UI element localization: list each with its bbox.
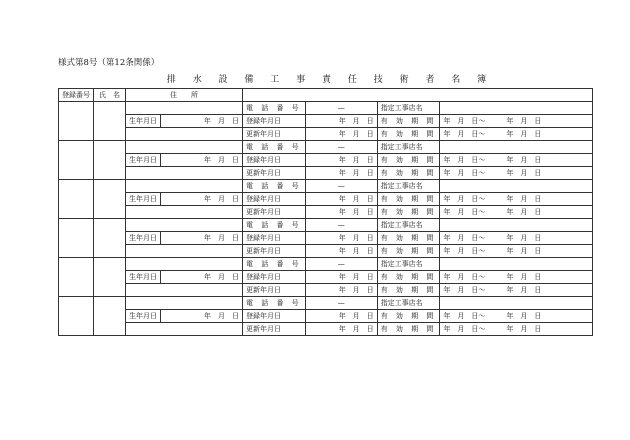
renew-date-value[interactable]: 年 月 日: [305, 167, 377, 180]
reg-date-value[interactable]: 年 月 日: [305, 310, 377, 323]
valid-label: 有 効 期 間: [377, 310, 440, 323]
valid-label: 有 効 期 間: [377, 206, 440, 219]
record-row-phone: [59, 180, 593, 193]
record-row-registration: [59, 232, 593, 245]
birth-value[interactable]: 年 月 日: [161, 310, 243, 323]
shop-value[interactable]: [440, 258, 593, 271]
shop-label: 指定工事店名: [377, 297, 440, 310]
valid-period-value[interactable]: 年 月 日～ 年 月 日: [440, 310, 593, 323]
record-row-renewal: [59, 128, 593, 141]
reg-date-label: 登録年月日: [243, 193, 306, 206]
phone-value[interactable]: —: [305, 180, 377, 193]
register-table: [58, 88, 593, 336]
record-row-phone: [59, 141, 593, 154]
valid-label: 有 効 期 間: [377, 245, 440, 258]
renew-date-label: 更新年月日: [243, 167, 306, 180]
name-cell[interactable]: [94, 102, 126, 141]
header-blank: [243, 89, 593, 102]
phone-label: 電 話 番 号: [243, 219, 306, 232]
renew-date-value[interactable]: 年 月 日: [305, 245, 377, 258]
valid-period-value[interactable]: 年 月 日～ 年 月 日: [440, 115, 593, 128]
reg-date-label: 登録年月日: [243, 310, 306, 323]
birth-label: 生年月日: [126, 232, 161, 245]
valid-label: 有 効 期 間: [377, 284, 440, 297]
document-title: 排 水 設 備 工 事 責 任 技 術 者 名 簿: [166, 75, 494, 85]
renew-date-value[interactable]: 年 月 日: [305, 284, 377, 297]
valid-label: 有 効 期 間: [377, 232, 440, 245]
address-cell[interactable]: [126, 141, 243, 154]
valid-label: 有 効 期 間: [377, 271, 440, 284]
birth-value[interactable]: 年 月 日: [161, 193, 243, 206]
reg-date-value[interactable]: 年 月 日: [305, 232, 377, 245]
birth-label: 生年月日: [126, 193, 161, 206]
address-cell[interactable]: [126, 180, 243, 193]
shop-value[interactable]: [440, 180, 593, 193]
form-number-label: 様式第8号（第12条関係）: [58, 58, 160, 68]
record-row-phone: [59, 258, 593, 271]
phone-label: 電 話 番 号: [243, 180, 306, 193]
renew-period-value[interactable]: 年 月 日～ 年 月 日: [440, 284, 593, 297]
birth-label: 生年月日: [126, 310, 161, 323]
reg-no-cell[interactable]: [59, 102, 94, 141]
reg-date-value[interactable]: 年 月 日: [305, 271, 377, 284]
valid-label: 有 効 期 間: [377, 193, 440, 206]
valid-label: 有 効 期 間: [377, 167, 440, 180]
reg-no-cell[interactable]: [59, 141, 94, 180]
record-row-renewal: [59, 323, 593, 336]
address-cell[interactable]: [126, 258, 243, 271]
record-row-registration: [59, 193, 593, 206]
phone-value[interactable]: —: [305, 258, 377, 271]
name-cell[interactable]: [94, 258, 126, 297]
phone-value[interactable]: —: [305, 297, 377, 310]
reg-no-cell[interactable]: [59, 180, 94, 219]
birth-label: 生年月日: [126, 115, 161, 128]
renew-date-value[interactable]: 年 月 日: [305, 128, 377, 141]
address-blank: [126, 206, 243, 219]
valid-period-value[interactable]: 年 月 日～ 年 月 日: [440, 271, 593, 284]
valid-label: 有 効 期 間: [377, 115, 440, 128]
reg-date-value[interactable]: 年 月 日: [305, 193, 377, 206]
shop-label: 指定工事店名: [377, 258, 440, 271]
birth-value[interactable]: 年 月 日: [161, 154, 243, 167]
record-row-phone: [59, 219, 593, 232]
reg-date-value[interactable]: 年 月 日: [305, 115, 377, 128]
reg-no-cell[interactable]: [59, 258, 94, 297]
address-blank: [126, 245, 243, 258]
renew-period-value[interactable]: 年 月 日～ 年 月 日: [440, 323, 593, 336]
record-row-phone: [59, 102, 593, 115]
reg-no-cell[interactable]: [59, 297, 94, 336]
valid-label: 有 効 期 間: [377, 128, 440, 141]
address-cell[interactable]: [126, 297, 243, 310]
record-row-renewal: [59, 167, 593, 180]
reg-date-label: 登録年月日: [243, 115, 306, 128]
valid-label: 有 効 期 間: [377, 323, 440, 336]
reg-date-label: 登録年月日: [243, 154, 306, 167]
valid-period-value[interactable]: 年 月 日～ 年 月 日: [440, 232, 593, 245]
address-blank: [126, 128, 243, 141]
name-cell[interactable]: [94, 297, 126, 336]
name-cell[interactable]: [94, 141, 126, 180]
record-row-registration: [59, 271, 593, 284]
renew-date-label: 更新年月日: [243, 323, 306, 336]
reg-date-value[interactable]: 年 月 日: [305, 154, 377, 167]
name-cell[interactable]: [94, 219, 126, 258]
birth-value[interactable]: 年 月 日: [161, 232, 243, 245]
renew-period-value[interactable]: 年 月 日～ 年 月 日: [440, 206, 593, 219]
renew-date-label: 更新年月日: [243, 206, 306, 219]
birth-label: 生年月日: [126, 271, 161, 284]
shop-label: 指定工事店名: [377, 180, 440, 193]
record-row-registration: [59, 310, 593, 323]
birth-value[interactable]: 年 月 日: [161, 271, 243, 284]
renew-period-value[interactable]: 年 月 日～ 年 月 日: [440, 167, 593, 180]
phone-value[interactable]: —: [305, 219, 377, 232]
shop-value[interactable]: [440, 102, 593, 115]
renew-date-value[interactable]: 年 月 日: [305, 206, 377, 219]
record-row-phone: [59, 297, 593, 310]
address-cell[interactable]: [126, 219, 243, 232]
birth-label: 生年月日: [126, 154, 161, 167]
address-blank: [126, 284, 243, 297]
record-row-registration: [59, 154, 593, 167]
renew-date-label: 更新年月日: [243, 128, 306, 141]
reg-date-label: 登録年月日: [243, 271, 306, 284]
reg-date-label: 登録年月日: [243, 232, 306, 245]
address-blank: [126, 167, 243, 180]
record-row-renewal: [59, 206, 593, 219]
record-row-renewal: [59, 284, 593, 297]
renew-period-value[interactable]: 年 月 日～ 年 月 日: [440, 245, 593, 258]
shop-value[interactable]: [440, 141, 593, 154]
shop-value[interactable]: [440, 297, 593, 310]
header-row: [59, 89, 593, 102]
record-row-renewal: [59, 245, 593, 258]
address-cell[interactable]: [126, 102, 243, 115]
renew-date-label: 更新年月日: [243, 245, 306, 258]
valid-period-value[interactable]: 年 月 日～ 年 月 日: [440, 154, 593, 167]
renew-period-value[interactable]: 年 月 日～ 年 月 日: [440, 128, 593, 141]
shop-label: 指定工事店名: [377, 141, 440, 154]
shop-value[interactable]: [440, 219, 593, 232]
valid-label: 有 効 期 間: [377, 154, 440, 167]
renew-date-label: 更新年月日: [243, 284, 306, 297]
phone-label: 電 話 番 号: [243, 141, 306, 154]
phone-label: 電 話 番 号: [243, 297, 306, 310]
header-address: 住 所: [126, 89, 243, 102]
phone-value[interactable]: —: [305, 141, 377, 154]
address-blank: [126, 323, 243, 336]
phone-value[interactable]: —: [305, 102, 377, 115]
record-row-registration: [59, 115, 593, 128]
shop-label: 指定工事店名: [377, 102, 440, 115]
header-name: 氏 名: [94, 89, 126, 102]
name-cell[interactable]: [94, 180, 126, 219]
renew-date-value[interactable]: 年 月 日: [305, 323, 377, 336]
reg-no-cell[interactable]: [59, 219, 94, 258]
shop-label: 指定工事店名: [377, 219, 440, 232]
phone-label: 電 話 番 号: [243, 102, 306, 115]
header-reg-no: 登録番号: [59, 89, 94, 102]
phone-label: 電 話 番 号: [243, 258, 306, 271]
valid-period-value[interactable]: 年 月 日～ 年 月 日: [440, 193, 593, 206]
birth-value[interactable]: 年 月 日: [161, 115, 243, 128]
